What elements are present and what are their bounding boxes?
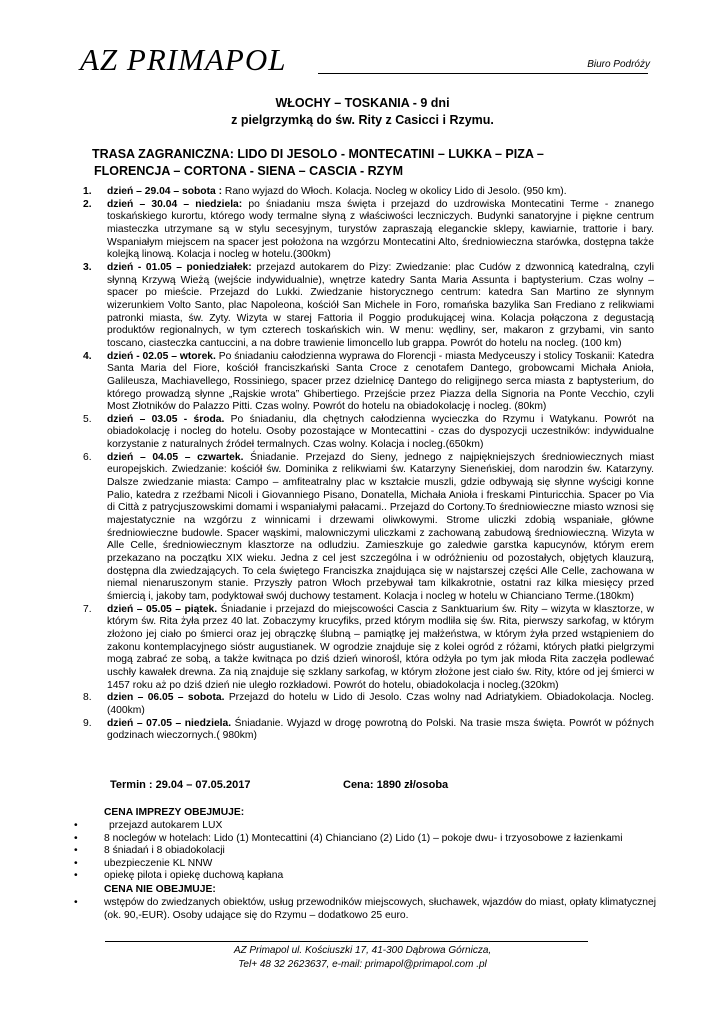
tour-title: WŁOCHY – TOSKANIA - 9 dni xyxy=(275,96,450,110)
day-label: dzień - 02.05 – wtorek. xyxy=(107,350,216,362)
day-number: 6. xyxy=(83,451,92,463)
day-text: przejazd autokarem do Pizy: Zwiedzanie: plac Cudów z dzwonnicą katedralną, czyli słynną Krzywą Wieżą (wejście indywidualnie), wnętrze katedry Santa Maria Assunta i baptysterium. Czas wolny – spacer po mieście. Przejazd do Lukki. Zwiedzanie historycznego centrum: katedra San Martino ze słynnym wizerunkiem Volto Santo, plac Napoleona, kościół San Michele in Foro, romańska bazylika San Frediano z relikwiami patronki miasta, św. Zyty. Wizyta w starej Fattoria il Poggio produkującej wina. Kolacja połączona z degustacją produktów regionalnych, w tym czterech toskańskich win. W menu: wędliny, ser, makaron z grzybami, vin santo toscano, ciasteczka cantuccini, a na dobre trawienie limoncello lub grappa. Powrót do hotelu na nocleg. (100 km) xyxy=(107,261,654,349)
route-line-1: TRASA ZAGRANICZNA: LIDO DI JESOLO - MONTECATINI – LUKKA – PIZA – xyxy=(92,147,544,161)
day-text: Po śniadaniu całodzienna wyprawa do Florencji - miasta Medyceuszy i stolicy Toskanii: Katedra Santa Maria del Fiore, kościół franciszkański Santa Croce z cenotafem Dantego, grobowcami Michała Anioła, Galileusza, Machiavellego, Rossiniego, spacer przez dzielnicę Dantego do religijnego serca miasta z baptysterium, do którego prowadzą słynne „Rajskie wrota” Ghibertiego. Przejście przez Piazza della Signoria na Ponte Vecchio, czyli Most Złotników do Palazzo Pitti. Czas wolny. Powrót do hotelu na obiadokolację i nocleg. (80km) xyxy=(107,350,655,413)
route-heading xyxy=(92,146,652,180)
excluded-item-text: wstępów do zwiedzanych obiektów, usług przewodników miejscowych, słuchawek, wjazdów do miast, opłaty klimatycznej (ok. 90,-EUR). Osoby udające się do Rzymu – dodatkowo 25 euro. xyxy=(104,897,656,921)
included-item-text: opiekę pilota i opiekę duchową kapłana xyxy=(104,870,284,882)
header-rule xyxy=(318,73,648,74)
footer-contact: Tel+ 48 32 2623637, e-mail: primapol@primapol.com .pl xyxy=(238,959,487,970)
itinerary-day xyxy=(83,718,654,743)
bullet-icon: • xyxy=(74,857,78,869)
tour-price: Cena: 1890 zł/osoba xyxy=(343,779,449,791)
day-label: dzień – 05.05 – piątek. xyxy=(107,603,218,615)
day-label: dzien – 06.05 – sobota. xyxy=(107,692,225,704)
included-item-text: 8 śniadań i 8 obiadokolacji xyxy=(104,845,225,857)
company-subtitle: Biuro Podróży xyxy=(587,59,650,70)
included-item xyxy=(72,845,656,858)
letterhead xyxy=(80,43,650,77)
bullet-icon: • xyxy=(74,832,78,844)
included-item xyxy=(72,833,656,846)
excluded-list xyxy=(72,897,656,922)
itinerary-day xyxy=(83,604,654,693)
day-label: dzień – 30.04 – niedziela: xyxy=(107,198,243,210)
bullet-icon: • xyxy=(74,897,78,908)
day-text: Przejazd do hotelu w Lido di Jesolo. Czas wolny nad Adriatykiem. Obiadokolacja. Nocleg.(400km) xyxy=(107,692,654,716)
included-item-text: ubezpieczenie KL NNW xyxy=(104,857,213,869)
itinerary-day xyxy=(83,262,654,351)
excluded-item xyxy=(72,897,656,922)
itinerary-day xyxy=(83,351,654,414)
day-text: Śniadanie i przejazd do miejscowości Cascia z Sanktuarium św. Rity – wizyta w klasztorze, w którym św. Rita żyła przez 40 lat. Zobaczymy krucyfiks, przed którym modliła się św. Rita, pierwszy sarkofag, w którym złożono jej ciało po śmierci oraz jej obrączkę ślubną – pamiątkę jej małżeństwa, w którym żyła przed wstąpieniem do zakonu kontemplacyjnego sióstr augustianek. W ogrodzie znajduje się z kolei ogród z różami, których płatki pielgrzymi mogą zabrać ze sobą, a także kwitnąca po dziś dzień winorośl, która odżyła po tym jak młoda Rita zaczęła podlewać uschły kawałek drewna. Za nią znajduje się szklany sarkofag, w którym złożone jest ciało św. Rity, które od jej śmierci w 1457 roku aż po dziś dzień nie uległo rozkładowi. Powrót do hotelu, obiadokolacja i nocleg.(320km) xyxy=(107,603,654,691)
included-list xyxy=(72,820,656,883)
itinerary-day xyxy=(83,452,654,604)
included-item xyxy=(72,820,656,833)
footer-address: AZ Primapol ul. Kościuszki 17, 41-300 Dąbrowa Górnicza, xyxy=(233,945,492,956)
itinerary-day xyxy=(83,414,654,452)
route-line-2: FLORENCJA – CORTONA - SIENA – CASCIA - RZYM xyxy=(94,164,404,178)
day-number: 2. xyxy=(83,198,92,210)
company-logo-text: AZ PRIMAPOL xyxy=(80,42,287,77)
day-number: 4. xyxy=(83,350,92,362)
day-text: Śniadanie. Wyjazd w drogę powrotną do Polski. Na trasie msza święta. Powrót w późnych godzinach wieczornych.( 980km) xyxy=(107,717,654,742)
itinerary-day xyxy=(83,692,654,717)
included-item-text: przejazd autokarem LUX xyxy=(109,820,223,831)
day-number: 9. xyxy=(83,717,92,729)
tour-subtitle: z pielgrzymką do św. Rity z Casicci i Rzymu. xyxy=(231,113,494,127)
day-text: po śniadaniu msza święta i przejazd do uzdrowiska Montecatini Terme - znanego toskańskiego kurortu, którego wody termalne słyną z właściwości leczniczych. Budynki sanatoryjne i piękne centrum miasteczka utrzymane są w stylu secesyjnym, turystów zapraszają eleganckie sklepy, kawiarnie, trattorie i bary. Wspaniałym miejscem na spacer jest położona na wzgórzu Montecatini Alto, średniowieczna starówka, dostępna także kolejką linową. Kolacja i nocleg w hotelu.(300km) xyxy=(107,198,654,261)
day-label: dzień - 01.05 – poniedziałek: xyxy=(107,261,252,273)
itinerary-day xyxy=(83,186,654,199)
footer-rule xyxy=(105,941,588,942)
day-label: dzień – 29.04 – sobota : xyxy=(107,186,223,197)
day-number: 3. xyxy=(83,261,92,273)
itinerary-list xyxy=(83,186,654,743)
day-label: dzień – 07.05 – niedziela. xyxy=(107,717,232,729)
tour-dates: Termin : 29.04 – 07.05.2017 xyxy=(110,779,251,791)
included-item-text: 8 noclegów w hotelach: Lido (1) Montecattini (4) Chianciano (2) Lido (1) – pokoje dwu- i trzyosobowe z łazienkami xyxy=(104,832,623,844)
bullet-icon: • xyxy=(74,870,78,882)
day-number: 7. xyxy=(83,603,92,615)
day-label: dzień – 04.05 – czwartek. xyxy=(107,451,244,463)
included-item xyxy=(72,858,656,871)
day-number: 8. xyxy=(83,692,92,704)
day-text: Po śniadaniu, dla chętnych całodzienna wycieczka do Rzymu i Watykanu. Powrót na obiadokolację i nocleg do hotelu. Osoby pozostające w Montecattini - czas do dyspozycji uczestników: indywidualne korzystanie z naturalnych źródeł termalnych. Czas wolny. Kolacja i nocleg.(650km) xyxy=(107,413,654,451)
bullet-icon: • xyxy=(74,820,78,831)
itinerary-day xyxy=(83,199,654,262)
day-text: Rano wyjazd do Włoch. Kolacja. Nocleg w okolicy Lido di Jesolo. (950 km). xyxy=(222,186,567,197)
day-number: 5. xyxy=(83,413,92,425)
day-text: Śniadanie. Przejazd do Sieny, jednego z najpiękniejszych średniowiecznych miast europejskich. Zwiedzanie: kościół św. Dominika z relikwiami św. Katarzyny Sieneńskiej, dom narodzin św. Katarzyny. Dalsze zwiedzanie miasta: Campo – amfiteatralny plac w kształcie muszli, gdzie odbywają się słynne wyścigi konne Palio, katedra z rzeźbami Nicoli i Giovanniego Pisano, Donatella, Michała Anioła i freskami Pinturicchia. Spacer po Via di Città z patrycjuszowskimi domami i wspaniałymi pałacami.. Przejazd do Cortony.To średniowieczne miasto wznosi się majestatycznie na wzgórzu z winnicami i drzewami oliwkowymi. Strome uliczki zdobią wspaniałe, główne średniowieczne budowle. Spacer wąskimi, malowniczymi uliczkami z zachowaną zabudową średniowieczną. Wizyta w Alle Celle, średniowiecznym klasztorze na odludziu. Zamieszkuje go zaledwie garstka kapucynów, którym erem przekazano na początku XIX wieku. Jedna z cel jest szczególna i w odróżnieniu od pozostałych, objętych klauzurą, dostępna dla zwiedzających. To cela świętego Franciszka znajdująca się w najstarszej części Alle Celle, zachowana w niemal nienaruszonym stanie. Przyszły patron Włoch przebywał tam kilkakrotnie, ostatni raz kilka miesięcy przed śmiercią i, jakoby tam, podyktował swój duchowy testament. Kolacja i nocleg w hotelu w Chianciano Terme.(180km) xyxy=(107,451,654,602)
bullet-icon: • xyxy=(74,845,78,857)
included-heading: CENA IMPREZY OBEJMUJE: xyxy=(104,807,245,818)
excluded-heading: CENA NIE OBEJMUJE: xyxy=(104,884,216,895)
day-label: dzień – 03.05 - środa. xyxy=(107,413,225,425)
day-number: 1. xyxy=(83,186,92,197)
included-item xyxy=(72,870,656,883)
